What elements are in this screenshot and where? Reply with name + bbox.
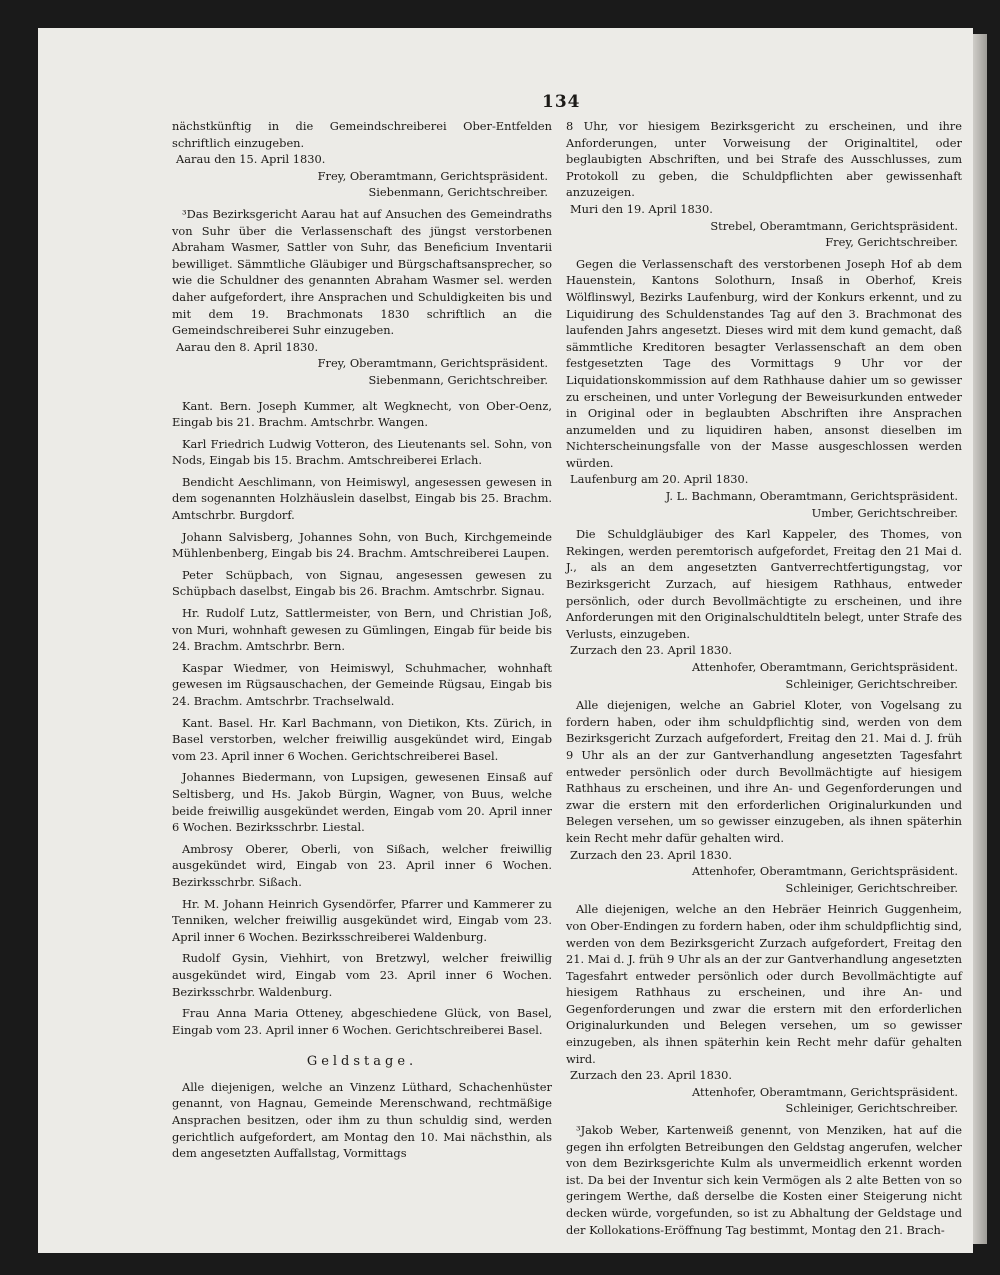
notice-paragraph: Alle diejenigen, welche an den Hebräer Heinrich Guggenheim, von Ober-Endingen zu fordern haben, oder ihm schuldpflichtig sind, werden von dem Bezirksgericht Zurzach aufgefordert, Freitag den 21. Mai d. J. früh 9 Uhr als an der zur Gantverhandlung angesetzten Tagesfahrt entweder persönlich oder durch Bevollmächtigte auf hiesigem Rathhaus zu erscheinen, und ihre An- und Gegenforderungen und zwar die erstern mit den erforderlichen Originalurkunden und Belegen versehen, um so gewisser einzugeben, als ihnen späterhin kein Recht mehr dafür gehalten wird. [566,902,962,1066]
list-entry: Rudolf Gysin, Viehhirt, von Bretzwyl, welcher freiwillig ausgekündet wird, Eingab vom 23. April inner 6 Wochen. Bezirksschrbr. Waldenburg. [172,951,552,999]
list-entry: Kaspar Wiedmer, von Heimiswyl, Schuhmacher, wohnhaft gewesen im Rügsauschachen, der Gemeinde Rügsau, Eingab bis 24. Brachm. Amtschrbr. Trachselwald. [172,660,552,708]
next-page-edge [973,34,987,1244]
notice-paragraph: Alle diejenigen, welche an Gabriel Kloter, von Vogelsang zu fordern haben, oder ihm schuldpflichtig sind, werden von dem Bezirksgericht Zurzach aufgefordert, Freitag den 21. Mai d. J. früh 9 Uhr als an der zur Gantverhandlung angesetzten Tagesfahrt entweder persönlich oder durch Bevollmächtigte auf hiesigem Rathhaus zu erscheinen, und ihre An- und Gegenforderungen und zwar die erstern mit den erforderlichen Originalurkunden und Belegen versehen, um so gewisser einzugeben, als ihnen späterhin kein Recht mehr dafür gehalten wird. [566,698,962,845]
notice-signature: Schleiniger, Gerichtschreiber. [785,880,958,895]
notice-signature: Strebel, Oberamtmann, Gerichtspräsident. [710,218,958,233]
notice-signature: Frey, Gerichtschreiber. [825,235,958,250]
list-entry: Hr. Rudolf Lutz, Sattlermeister, von Bern, und Christian Joß, von Muri, wohnhaft gewesen zu Gümlingen, Eingab für beide bis 24. Brachm. Amtschrbr. Bern. [172,606,552,654]
notice-date: Aarau den 8. April 1830. [176,339,319,354]
notice-date: Aarau den 15. April 1830. [176,152,326,167]
continued-text: 8 Uhr, vor hiesigem Bezirksgericht zu erscheinen, und ihre Anforderungen, unter Vorweisung der Originaltitel, oder beglaubigten Abschriften, und bei Strafe des Ausschlusses, zum Protokoll zu geben, die Schuldpflichten aber gewissenhaft anzuzeigen. [566,119,962,200]
notice-date: Laufenburg am 20. April 1830. [570,472,749,487]
section-heading: Geldstage. [306,1054,418,1070]
page-number: 134 [542,92,581,112]
list-entry: Johannes Biedermann, von Lupsigen, gewesenen Einsaß auf Seltisberg, und Hs. Jakob Bürgin, Wagner, von Buus, welche beide freiwillig ausgekündet werden, Eingab vom 20. April inner 6 Wochen. Bezirksschrbr. Liestal. [172,770,552,835]
notice-date: Zurzach den 23. April 1830. [570,1068,733,1083]
notice-signature: J. L. Bachmann, Oberamtmann, Gerichtspräsident. [665,489,958,504]
list-entry: Peter Schüpbach, von Signau, angesessen gewesen zu Schüpbach daselbst, Eingab bis 26. Brachm. Amtschrbr. Signau. [172,567,552,599]
notice-signature: Attenhofer, Oberamtmann, Gerichtspräsident. [692,864,958,879]
notice-paragraph: Gegen die Verlassenschaft des verstorbenen Joseph Hof ab dem Hauenstein, Kantons Solothurn, Insaß in Oberhof, Kreis Wölflinswyl, Bezirks Laufenburg, wird der Konkurs erkennt, und zu Liquidirung des Schuldenstandes Tag auf den 3. Brachmonat des laufenden Jahrs angesetzt. Dieses wird mit dem kund gemacht, daß sämmtliche Kreditoren besagter Verlassenschaft an dem oben festgesetzten Tage des Vormittags 9 Uhr vor der Liquidationskommission auf dem Rathhause dahier um so gewisser zu erscheinen, und unter Vorlegung der Beweisurkunden entweder in Original oder in beglaubten Abschriften ihre Ansprachen anzumelden und zu liquidiren haben, ansonst dieselben im Nichterscheinungsfalle von der Masse ausgeschlossen werden würden. [566,256,962,470]
list-entry: Kant. Bern. Joseph Kummer, alt Wegknecht, von Ober-Oenz, Eingab bis 21. Brachm. Amtschrbr. Wangen. [172,398,552,430]
notice-signature: Siebenmann, Gerichtschreiber. [368,372,548,387]
list-entry: Bendicht Aeschlimann, von Heimiswyl, angesessen gewesen in dem sogenannten Holzhäuslein daselbst, Eingab bis 25. Brachm. Amtschrbr. Burgdorf. [172,474,552,523]
notice-signature: Frey, Oberamtmann, Gerichtspräsident. [317,168,548,183]
list-entry: Karl Friedrich Ludwig Votteron, des Lieutenants sel. Sohn, von Nods, Eingab bis 15. Brachm. Amtschreiberei Erlach. [172,436,552,468]
notice-signature: Schleiniger, Gerichtschreiber. [785,676,958,691]
notice-signature: Schleiniger, Gerichtschreiber. [785,1101,958,1116]
continued-text: nächstkünftig in die Gemeindschreiberei Ober-Entfelden schriftlich einzugeben. [172,119,552,150]
notice-date: Muri den 19. April 1830. [570,201,713,216]
list-entry: Johann Salvisberg, Johannes Sohn, von Buch, Kirchgemeinde Mühlenbenberg, Eingab bis 24. Brachm. Amtschreiberei Laupen. [172,529,552,561]
notice-paragraph: ³Das Bezirksgericht Aarau hat auf Ansuchen des Gemeindraths von Suhr über die Verlassenschaft des jüngst verstorbenen Abraham Wasmer, Sattler von Suhr, das Beneficium Inventarii bewilliget. Sämmtliche Gläubiger und Bürgschaftsansprecher, so wie die Schuldner des genannten Abraham Wasmer sel. werden daher aufgefordert, ihre Ansprachen und Schuldigkeiten bis und mit dem 19. Brachmonats 1830 schriftlich an die Gemeindschreiberei Suhr einzugeben. [172,206,552,338]
notice-signature: Attenhofer, Oberamtmann, Gerichtspräsident. [692,660,958,674]
notice-signature: Frey, Oberamtmann, Gerichtspräsident. [317,356,548,371]
notice-signature: Attenhofer, Oberamtmann, Gerichtspräsident. [692,1084,958,1099]
notice-paragraph: ³Jakob Weber, Kartenweiß genennt, von Menziken, hat auf die gegen ihn erfolgten Betreibungen den Geldstag angerufen, welcher von dem Bezirksgerichte Kulm als unvermeidlich erkennt worden ist. Da bei der Inventur sich kein Vermögen als 2 alte Betten von so geringem Werthe, daß derselbe die Kosten einer Steigerung nicht decken würde, vorgefunden, so ist zu Abhaltung der Geldstage und der Kollokations-Eröffnung Tag bestimmt, Montag den 21. Brach- [566,1123,962,1237]
notice-paragraph: Die Schuldgläubiger des Karl Kappeler, des Thomes, von Rekingen, werden peremtorisch aufgefordet, Freitag den 21 Mai d. J., als an dem angesetzten Gantverrechtfertigungstag, vor Bezirksgericht Zurzach, auf hiesigem Rathhaus, entweder persönlich, oder durch Bevollmächtigte zu erscheinen, und ihre Anforderungen mit den Originalschuldtiteln belegt, unter Strafe des Verlusts, einzugeben. [566,527,962,641]
list-entry: Hr. M. Johann Heinrich Gysendörfer, Pfarrer und Kammerer zu Tenniken, welcher freiwillig ausgekündet wird, Eingab vom 23. April inner 6 Wochen. Bezirksschreiberei Waldenburg. [172,896,552,944]
right-column [566,118,962,1238]
list-entry: Ambrosy Oberer, Oberli, von Sißach, welcher freiwillig ausgekündet wird, Eingab von 23. April inner 6 Wochen. Bezirksschrbr. Sißach. [172,841,552,889]
notice-paragraph: Alle diejenigen, welche an Vinzenz Lüthard, Schachenhüster genannt, von Hagnau, Gemeinde Merenschwand, rechtmäßige Ansprachen besitzen, oder ihm zu thun schuldig sind, werden gerichtlich aufgefordert, am Montag den 10. Mai nächsthin, als dem angesetzten Auffallstag, Vormittags [172,1079,552,1161]
notice-date: Zurzach den 23. April 1830. [570,847,733,862]
notice-signature: Umber, Gerichtschreiber. [811,505,958,520]
list-entry: Frau Anna Maria Otteney, abgeschiedene Glück, von Basel, Eingab vom 23. April inner 6 Wochen. Gerichtschreiberei Basel. [172,1006,552,1037]
notice-signature: Siebenmann, Gerichtschreiber. [368,185,548,200]
left-column [172,118,552,1162]
notice-date: Zurzach den 23. April 1830. [570,643,733,658]
list-entry: Kant. Basel. Hr. Karl Bachmann, von Dietikon, Kts. Zürich, in Basel verstorben, welcher freiwillig ausgekündet wird, Eingab vom 23. April inner 6 Wochen. Gerichtschreiberei Basel. [172,715,552,763]
